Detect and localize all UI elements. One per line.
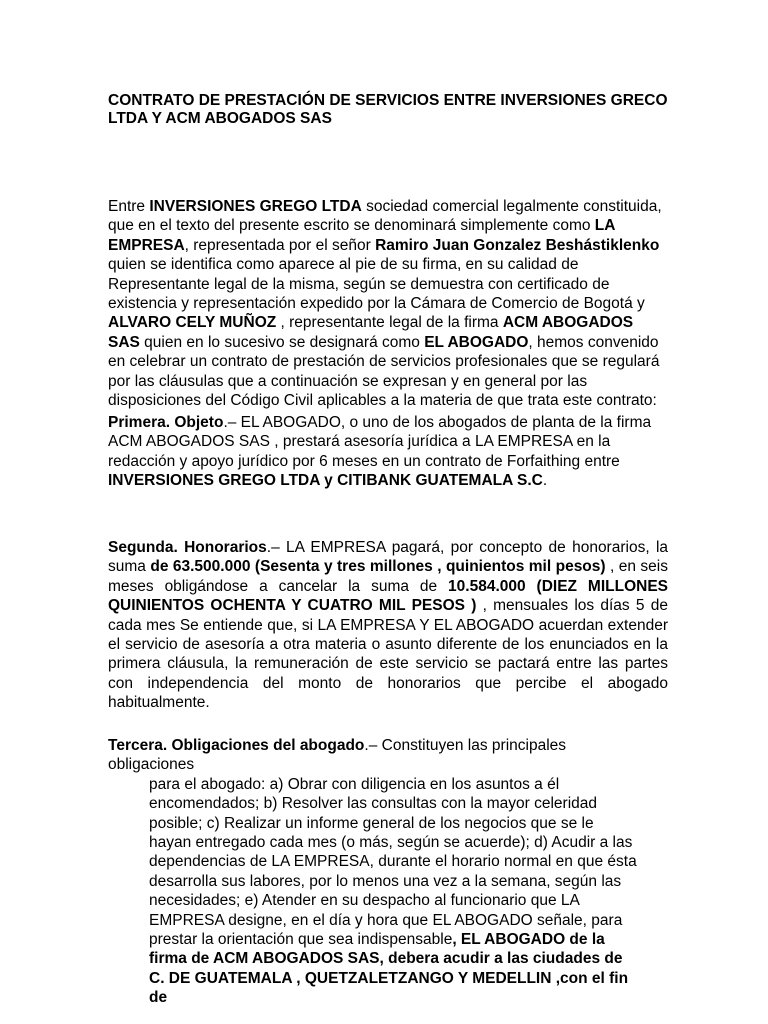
clause-segunda-bold-total: de 63.500.000 (Sesenta y tres millones , quinientos mil pesos) bbox=[150, 558, 606, 576]
clause-primera-text: .– EL ABOGADO, o uno de los abogados de planta de la firma ACM ABOGADOS SAS , prestará asesoría jurídica a LA EMPRESA en la redacción y apoyo jurídico por 6 meses en un contrato de Forfaithing entre bbox=[108, 414, 652, 470]
intro-bold-lawyer-name: ALVARO CELY MUÑOZ bbox=[108, 314, 277, 332]
clause-segunda-text: , mensuales los días 5 de cada mes Se entiende que, si LA EMPRESA Y EL ABOGADO acuerdan extender el servicio de asesoría a otra materia o asunto diferente de los enunciados en la primera cláusula, la remuneración de este servicio se pactará entre las partes con independencia del monto de honorarios que percibe el abogado habitualmente. bbox=[108, 597, 668, 712]
intro-text: , representada por el señor bbox=[184, 236, 376, 254]
clause-segunda-text: , en seis meses obligándose a cancelar la suma de bbox=[108, 558, 669, 595]
intro-bold-el-abogado: EL ABOGADO bbox=[424, 333, 529, 351]
intro-text: , hemos convenido en celebrar un contrato de prestación de servicios profesionales que se regulará por las cláusulas que a continuación se expresan y en general por las disposiciones del Código Civil aplicables a la materia de que trata este contrato: bbox=[108, 333, 660, 410]
clause-primera-text-end: . bbox=[542, 472, 548, 490]
intro-paragraph bbox=[108, 197, 668, 410]
clause-segunda-text: .– LA EMPRESA pagará, por concepto de honorarios, la suma bbox=[108, 539, 669, 576]
clause-segunda-bold-monthly: 10.584.000 (DIEZ MILLONES QUINIENTOS OCHENTA Y CUATRO MIL PESOS ) bbox=[108, 577, 668, 615]
intro-text: quien en lo sucesivo se designará como bbox=[139, 333, 425, 351]
clause-tercera bbox=[108, 736, 638, 1008]
clause-tercera-indented-block bbox=[108, 775, 638, 1008]
intro-text: sociedad comercial legalmente constituida, que en el texto del presente escrito se denominará simplemente como bbox=[108, 198, 662, 235]
intro-text: Entre bbox=[108, 198, 150, 215]
intro-text: quien se identifica como aparece al pie de su firma, en su calidad de Representante legal de la misma, según se demuestra con certificado de existencia y representación expedido por la Cámara de Comercio de Bogotá y bbox=[108, 256, 645, 313]
clause-primera-bold-parties: INVERSIONES GREGO LTDA y CITIBANK GUATEMALA S.C bbox=[108, 472, 543, 490]
clause-tercera-obligations: para el abogado: a) Obrar con diligencia en los asuntos a él encomendados; b) Resolver las consultas con la mayor celeridad posible; c) Realizar un informe general de los negocios que se le hayan entregado cada mes (o más, según se acuerde); d) Acudir a las dependencias de LA EMPRESA, durante el horario normal en que ésta desarrolla sus labores, por lo menos una vez a la semana, según las necesidades; e) Atender en su despacho al funcionario que LA EMPRESA designe, en el día y hora que EL ABOGADO señale, para prestar la orientación que sea indispensable bbox=[149, 775, 637, 949]
clause-tercera-bold-travel: , EL ABOGADO de la firma de ACM ABOGADOS SAS, debera acudir a las ciudades de C. DE GUATEMALA , QUETZALETZANGO Y MEDELLIN ,con el fin de bbox=[149, 931, 629, 1007]
clause-primera bbox=[108, 413, 668, 491]
clause-tercera-heading: Tercera. Obligaciones del abogado bbox=[108, 737, 365, 754]
intro-text: , representante legal de la firma bbox=[276, 314, 503, 332]
intro-bold-la-empresa: LA EMPRESA bbox=[108, 217, 615, 254]
intro-bold-representative: Ramiro Juan Gonzalez Beshástiklenko bbox=[375, 236, 660, 254]
clause-tercera-text: .– Constituyen las principales obligaciones bbox=[108, 737, 567, 774]
intro-bold-firm: ACM ABOGADOS SAS bbox=[108, 314, 634, 351]
clause-segunda-heading: Segunda. Honorarios bbox=[108, 539, 267, 556]
clause-segunda bbox=[108, 538, 668, 713]
document-title: CONTRATO DE PRESTACIÓN DE SERVICIOS ENTRE INVERSIONES GRECO LTDA Y ACM ABOGADOS SAS bbox=[108, 92, 668, 127]
clause-primera-heading: Primera. Objeto bbox=[108, 414, 224, 431]
intro-bold-company: INVERSIONES GREGO LTDA bbox=[149, 198, 362, 215]
